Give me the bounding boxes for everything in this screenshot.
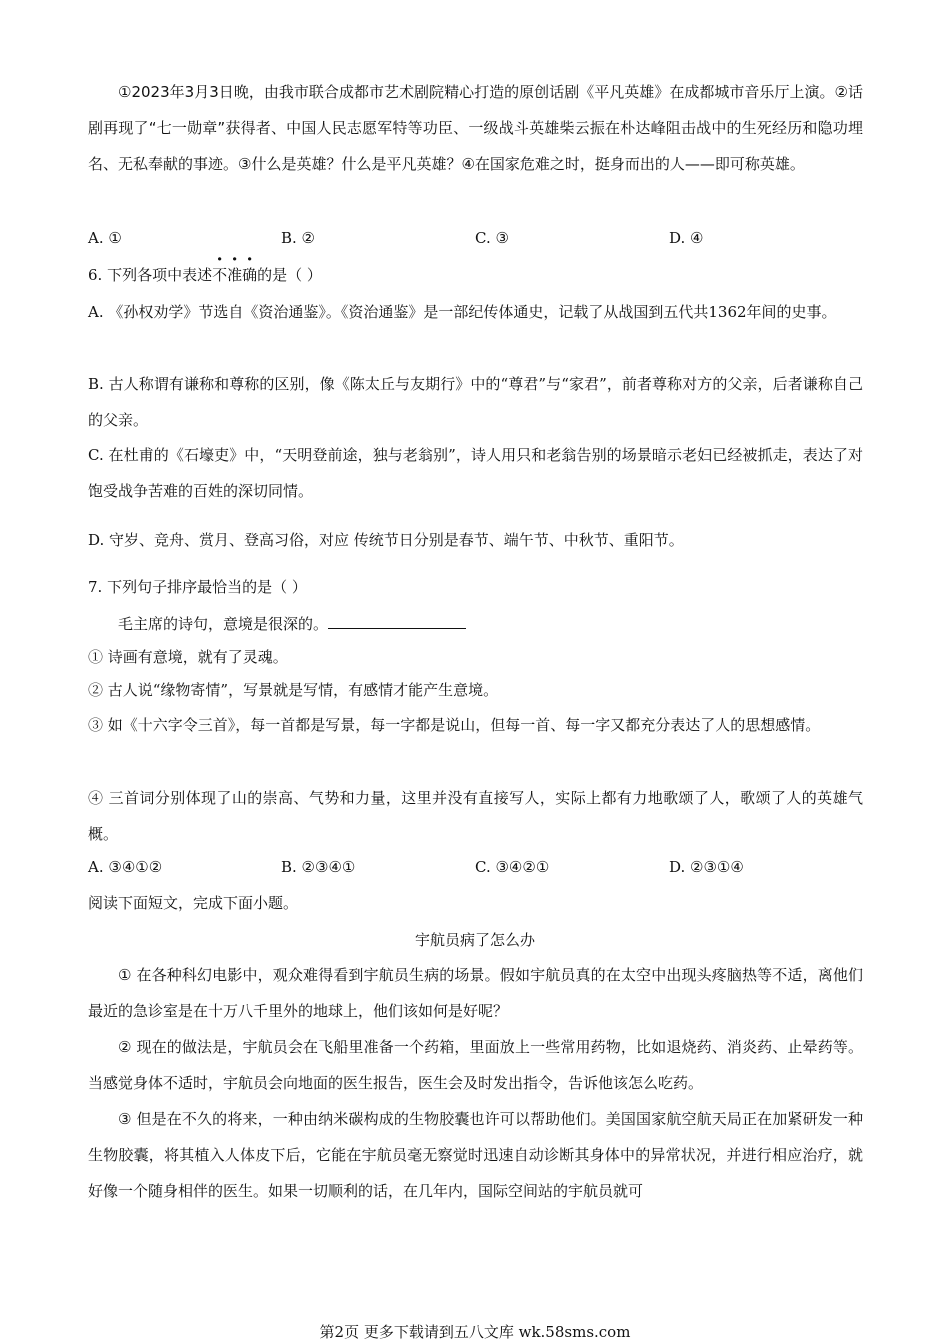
q6-option-b[interactable]: B. 古人称谓有谦称和尊称的区别，像《陈太丘与友期行》中的“尊君”与“家君”，前者尊称对方的父亲，后者谦称自己的父亲。 [88,375,863,429]
q6-stem-after: 的是（ ） [257,266,322,284]
answer-blank[interactable] [328,614,466,629]
q5-option-b[interactable]: B. ② [281,229,316,247]
q7-sentence-2: ② 古人说“缘物寄情”，写景就是写情，有感情才能产生意境。 [88,681,499,699]
q7-sentence-3: ③ 如《十六字令三首》，每一首都是写景，每一字都是说山，但每一首、每一字又都充分表达了人的思想感情。 [88,716,821,734]
reading-instruction: 阅读下面短文，完成下面小题。 [88,894,299,912]
q7-option-d[interactable]: D. ②③①④ [669,858,744,876]
q7-sentence-1: ① 诗画有意境，就有了灵魂。 [88,648,288,666]
reading-title: 宇航员病了怎么办 [414,931,535,949]
passage-q5: ①2023年3月3日晚，由我市联合成都市艺术剧院精心打造的原创话剧《平凡英雄》在成都城市音乐厅上演。②话剧再现了“七一勋章”获得者、中国人民志愿军特等功臣、一级战斗英雄柴云振在朴达峰阻击战中的生死经历和隐功埋名、无私奉献的事迹。③什么是英雄？什么是平凡英雄？④在国家危难之时，挺身而出的人——即可称英雄。 [88,83,863,173]
q5-options [88,227,863,249]
q6-option-c[interactable]: C. 在杜甫的《石壕吏》中，“天明登前途，独与老翁别”，诗人用只和老翁告别的场景暗示老妇已经被抓走，表达了对饱受战争苦难的百姓的深切同情。 [88,446,863,500]
q7-option-b[interactable]: B. ②③④① [281,858,356,876]
page-footer: 第2页 更多下载请到五八文库 wk.58sms.com [319,1323,631,1341]
q5-option-d[interactable]: D. ④ [669,229,704,247]
q7-lead-text: 毛主席的诗句，意境是很深的。 [118,615,329,633]
q5-option-c[interactable]: C. ③ [475,229,509,247]
reading-paragraph-1: ① 在各种科幻电影中，观众难得看到宇航员生病的场景。假如宇航员真的在太空中出现头疼脑热等不适，离他们最近的急诊室是在十万八千里外的地球上，他们该如何是好呢？ [88,966,863,1020]
q7-option-c[interactable]: C. ③④②① [475,858,550,876]
q7-stem: 7. 下列句子排序最恰当的是（ ） [88,578,307,596]
q7-lead [118,613,466,635]
q5-option-a[interactable]: A. ① [88,229,122,247]
q7-options [88,856,863,878]
q7-sentence-4: ④ 三首词分别体现了山的崇高、气势和力量，这里并没有直接写人，实际上都有力地歌颂了人，歌颂了人的英雄气概。 [88,789,863,843]
q6-emph-char: 准 [227,266,243,284]
q6-stem-before: 6. 下列各项中表述 [88,266,213,284]
q6-emph-char: 不 [212,266,228,284]
reading-paragraph-3: ③ 但是在不久的将来，一种由纳米碳构成的生物胶囊也许可以帮助他们。美国国家航空航天局正在加紧研发一种生物胶囊，将其植入人体皮下后，它能在宇航员毫无察觉时迅速自动诊断其身体中的异常状况，并进行相应治疗，就好像一个随身相伴的医生。如果一切顺利的话，在几年内，国际空间站的宇航员就可 [88,1110,863,1200]
q7-option-a[interactable]: A. ③④①② [88,858,163,876]
reading-paragraph-2: ② 现在的做法是，宇航员会在飞船里准备一个药箱，里面放上一些常用药物，比如退烧药、消炎药、止晕药等。当感觉身体不适时，宇航员会向地面的医生报告，医生会及时发出指令，告诉他该怎么吃药。 [88,1038,863,1092]
q6-option-d[interactable]: D. 守岁、竞舟、赏月、登高习俗，对应 传统节日分别是春节、端午节、中秋节、重阳节。 [88,531,684,549]
q6-option-a[interactable]: A. 《孙权劝学》节选自《资治通鉴》。《资治通鉴》是一部纪传体通史，记载了从战国到五代共1362年间的史事。 [88,303,837,321]
q6-emph-char: 确 [242,266,258,284]
q6-stem [88,264,322,286]
